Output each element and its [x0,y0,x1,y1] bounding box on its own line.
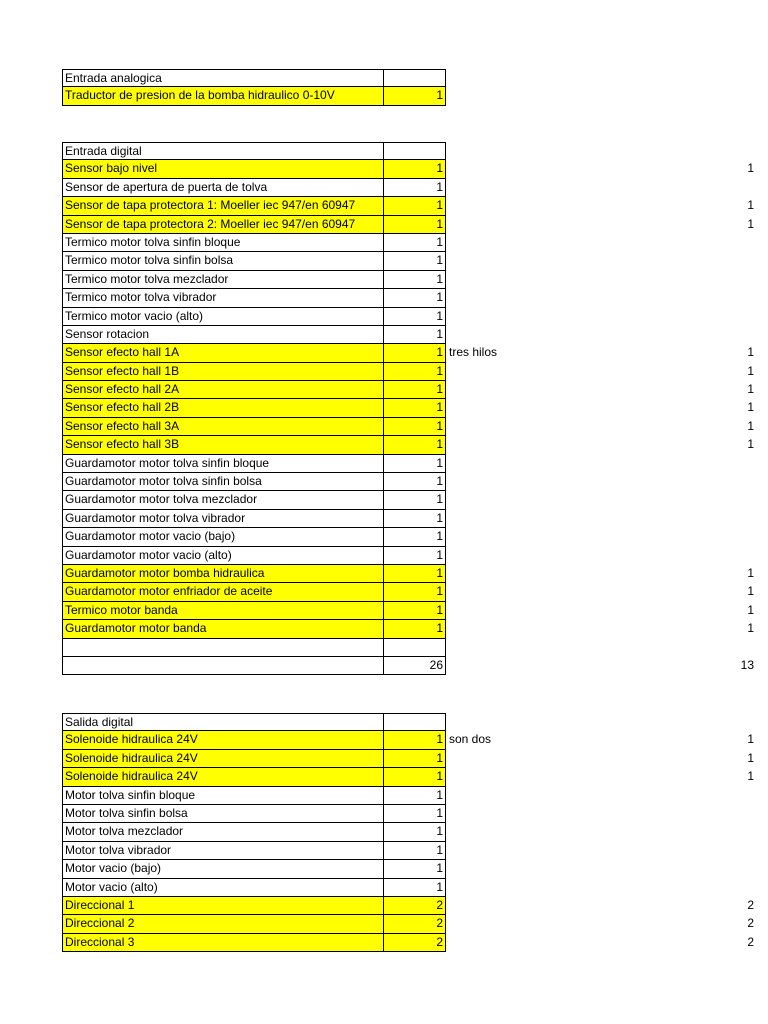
item-quantity-cell[interactable]: 1 [383,823,446,841]
item-label-cell[interactable]: Guardamotor motor enfriador de aceite [62,583,383,601]
item-label-cell[interactable]: Sensor efecto hall 1B [62,363,383,381]
item-quantity-cell[interactable]: 1 [383,399,446,417]
section-header[interactable]: Salida digital [62,713,383,731]
item-quantity-cell[interactable]: 1 [383,363,446,381]
item-quantity-cell[interactable]: 1 [383,381,446,399]
section-header-row [62,69,447,87]
item-label-cell[interactable]: Guardamotor motor tolva vibrador [62,510,383,528]
item-quantity-cell[interactable]: 1 [383,418,446,436]
item-quantity-cell[interactable]: 1 [383,197,446,215]
item-quantity-cell[interactable]: 1 [383,455,446,473]
item-label-cell[interactable]: Direccional 1 [62,897,383,915]
item-quantity-cell[interactable]: 1 [383,252,446,270]
total-value-cell[interactable]: 26 [383,657,446,675]
table-row [62,344,754,362]
extra-count-cell[interactable]: 2 [747,916,754,931]
empty-cell[interactable] [383,639,446,657]
item-quantity-cell[interactable]: 1 [383,271,446,289]
item-quantity-cell[interactable]: 1 [383,289,446,307]
item-label-cell[interactable]: Guardamotor motor bomba hidraulica [62,565,383,583]
item-label-cell[interactable]: Sensor bajo nivel [62,160,383,178]
item-label-cell[interactable]: Guardamotor motor banda [62,620,383,638]
item-label-cell[interactable]: Termico motor banda [62,602,383,620]
extra-count-cell[interactable]: 2 [747,934,754,949]
table-row [62,179,447,197]
section-header-value-cell[interactable] [383,142,446,160]
table-row [62,915,754,933]
extra-count-cell[interactable]: 1 [747,621,754,636]
extra-count-cell[interactable]: 1 [747,565,754,580]
table-row [62,768,754,786]
item-label-cell[interactable]: Sensor de tapa protectora 2: Moeller iec 947/en 60947 [62,216,383,234]
extra-count-cell[interactable]: 2 [747,897,754,912]
item-quantity-cell[interactable]: 1 [383,160,446,178]
item-label-cell[interactable]: Motor tolva sinfin bolsa [62,805,383,823]
item-quantity-cell[interactable]: 1 [383,787,446,805]
item-quantity-cell[interactable]: 1 [383,602,446,620]
extra-count-cell[interactable]: 1 [747,437,754,452]
item-label-cell[interactable]: Sensor efecto hall 3B [62,436,383,454]
item-label-cell[interactable]: Motor vacio (bajo) [62,860,383,878]
item-label-cell[interactable]: Guardamotor motor tolva sinfin bolsa [62,473,383,491]
item-label-cell[interactable]: Guardamotor motor vacio (alto) [62,547,383,565]
extra-count-cell[interactable]: 1 [747,418,754,433]
item-label-cell[interactable]: Termico motor vacio (alto) [62,308,383,326]
item-label-cell[interactable]: Termico motor tolva sinfin bolsa [62,252,383,270]
section-header[interactable]: Entrada digital [62,142,383,160]
table-row [62,879,447,897]
total-label-cell[interactable] [62,657,383,675]
item-quantity-cell[interactable]: 1 [383,528,446,546]
item-label-cell[interactable]: Guardamotor motor tolva mezclador [62,491,383,509]
item-quantity-cell[interactable]: 1 [383,234,446,252]
extra-count-cell[interactable]: 1 [747,345,754,360]
item-label-cell[interactable]: Motor vacio (alto) [62,879,383,897]
table-row [62,381,754,399]
item-quantity-cell[interactable]: 1 [383,860,446,878]
section-header-row [62,142,447,160]
item-quantity-cell[interactable]: 2 [383,897,446,915]
table-row [62,565,754,583]
table-row [62,491,447,509]
item-quantity-cell[interactable]: 1 [383,491,446,509]
table-row [62,216,754,234]
table-row [62,455,447,473]
table-row [62,750,754,768]
item-quantity-cell[interactable]: 1 [383,179,446,197]
item-label-cell[interactable]: Motor tolva vibrador [62,842,383,860]
table-row [62,289,447,307]
item-quantity-cell[interactable]: 1 [383,768,446,786]
item-quantity-cell[interactable]: 1 [383,510,446,528]
item-quantity-cell[interactable]: 1 [383,620,446,638]
extra-count-cell[interactable]: 1 [747,382,754,397]
item-label-cell[interactable]: Sensor de apertura de puerta de tolva [62,179,383,197]
item-label-cell[interactable]: Sensor efecto hall 3A [62,418,383,436]
item-quantity-cell[interactable]: 1 [383,879,446,897]
item-label-cell[interactable]: Direccional 2 [62,915,383,933]
table-row [62,731,754,749]
table-row [62,418,754,436]
item-quantity-cell[interactable]: 1 [383,473,446,491]
table-row [62,860,447,878]
table-row [62,934,754,952]
item-label-cell[interactable]: Termico motor tolva mezclador [62,271,383,289]
item-quantity-cell[interactable]: 1 [383,565,446,583]
item-label-cell[interactable]: Sensor efecto hall 2B [62,399,383,417]
item-quantity-cell[interactable]: 1 [383,216,446,234]
item-label-cell[interactable]: Motor tolva sinfin bloque [62,787,383,805]
table-row [62,436,754,454]
section-header-value-cell[interactable] [383,69,446,87]
item-label-cell[interactable]: Guardamotor motor vacio (bajo) [62,528,383,546]
section-header-row [62,713,447,731]
item-label-cell[interactable]: Traductor de presion de la bomba hidraulico 0-10V [62,87,383,105]
item-label-cell[interactable]: Solenoide hidraulica 24V [62,750,383,768]
table-row [62,234,447,252]
item-label-cell[interactable]: Sensor efecto hall 2A [62,381,383,399]
item-quantity-cell[interactable]: 1 [383,436,446,454]
item-label-cell[interactable]: Termico motor tolva sinfin bloque [62,234,383,252]
section-header[interactable]: Entrada analogica [62,69,383,87]
item-quantity-cell[interactable]: 1 [383,805,446,823]
table-row [62,363,754,381]
extra-count-cell[interactable]: 1 [747,161,754,176]
extra-count-cell[interactable]: 1 [747,216,754,231]
item-quantity-cell[interactable]: 1 [383,344,446,362]
row-note[interactable]: son dos [449,732,492,747]
table-row [62,583,754,601]
table-row [62,842,447,860]
extra-count-cell[interactable]: 1 [747,732,754,747]
extra-count-cell[interactable]: 1 [747,198,754,213]
table-row [62,87,447,105]
table-row [62,602,754,620]
item-quantity-cell[interactable]: 1 [383,308,446,326]
table-row [62,252,447,270]
item-label-cell[interactable]: Termico motor tolva vibrador [62,289,383,307]
table-row [62,805,447,823]
item-quantity-cell[interactable]: 1 [383,87,446,105]
empty-cell[interactable] [62,639,383,657]
item-label-cell[interactable]: Sensor efecto hall 1A [62,344,383,362]
item-quantity-cell[interactable]: 1 [383,547,446,565]
extra-count-cell[interactable]: 1 [747,400,754,415]
table-row [62,787,447,805]
item-quantity-cell[interactable]: 1 [383,583,446,601]
table-row [62,326,447,344]
extra-count-cell[interactable]: 1 [747,363,754,378]
extra-count-cell[interactable]: 1 [747,769,754,784]
item-label-cell[interactable]: Solenoide hidraulica 24V [62,731,383,749]
item-label-cell[interactable]: Sensor de tapa protectora 1: Moeller iec 947/en 60947 [62,197,383,215]
table-row [62,510,447,528]
item-label-cell[interactable]: Motor tolva mezclador [62,823,383,841]
item-quantity-cell[interactable]: 1 [383,842,446,860]
table-row [62,197,754,215]
row-note[interactable]: tres hilos [449,345,498,360]
table-row [62,308,447,326]
item-quantity-cell[interactable]: 1 [383,731,446,749]
item-quantity-cell[interactable]: 1 [383,326,446,344]
section-entrada-digital [62,142,754,675]
table-row [62,823,447,841]
section-entrada-analogica [62,69,447,106]
table-row [62,547,447,565]
item-label-cell[interactable]: Guardamotor motor tolva sinfin bloque [62,455,383,473]
extra-count-cell[interactable]: 1 [747,584,754,599]
table-row [62,473,447,491]
extra-total-cell[interactable]: 13 [740,657,754,672]
table-row [62,620,754,638]
item-label-cell[interactable]: Sensor rotacion [62,326,383,344]
table-row [62,399,754,417]
total-row [62,657,754,675]
item-label-cell[interactable]: Direccional 3 [62,934,383,952]
section-salida-digital [62,713,754,952]
item-label-cell[interactable]: Solenoide hidraulica 24V [62,768,383,786]
table-row [62,528,447,546]
extra-count-cell[interactable]: 1 [747,602,754,617]
item-quantity-cell[interactable]: 2 [383,934,446,952]
table-row [62,271,447,289]
extra-count-cell[interactable]: 1 [747,750,754,765]
table-row [62,160,754,178]
item-quantity-cell[interactable]: 1 [383,750,446,768]
blank-row [62,639,447,657]
table-row [62,897,754,915]
item-quantity-cell[interactable]: 2 [383,915,446,933]
section-header-value-cell[interactable] [383,713,446,731]
